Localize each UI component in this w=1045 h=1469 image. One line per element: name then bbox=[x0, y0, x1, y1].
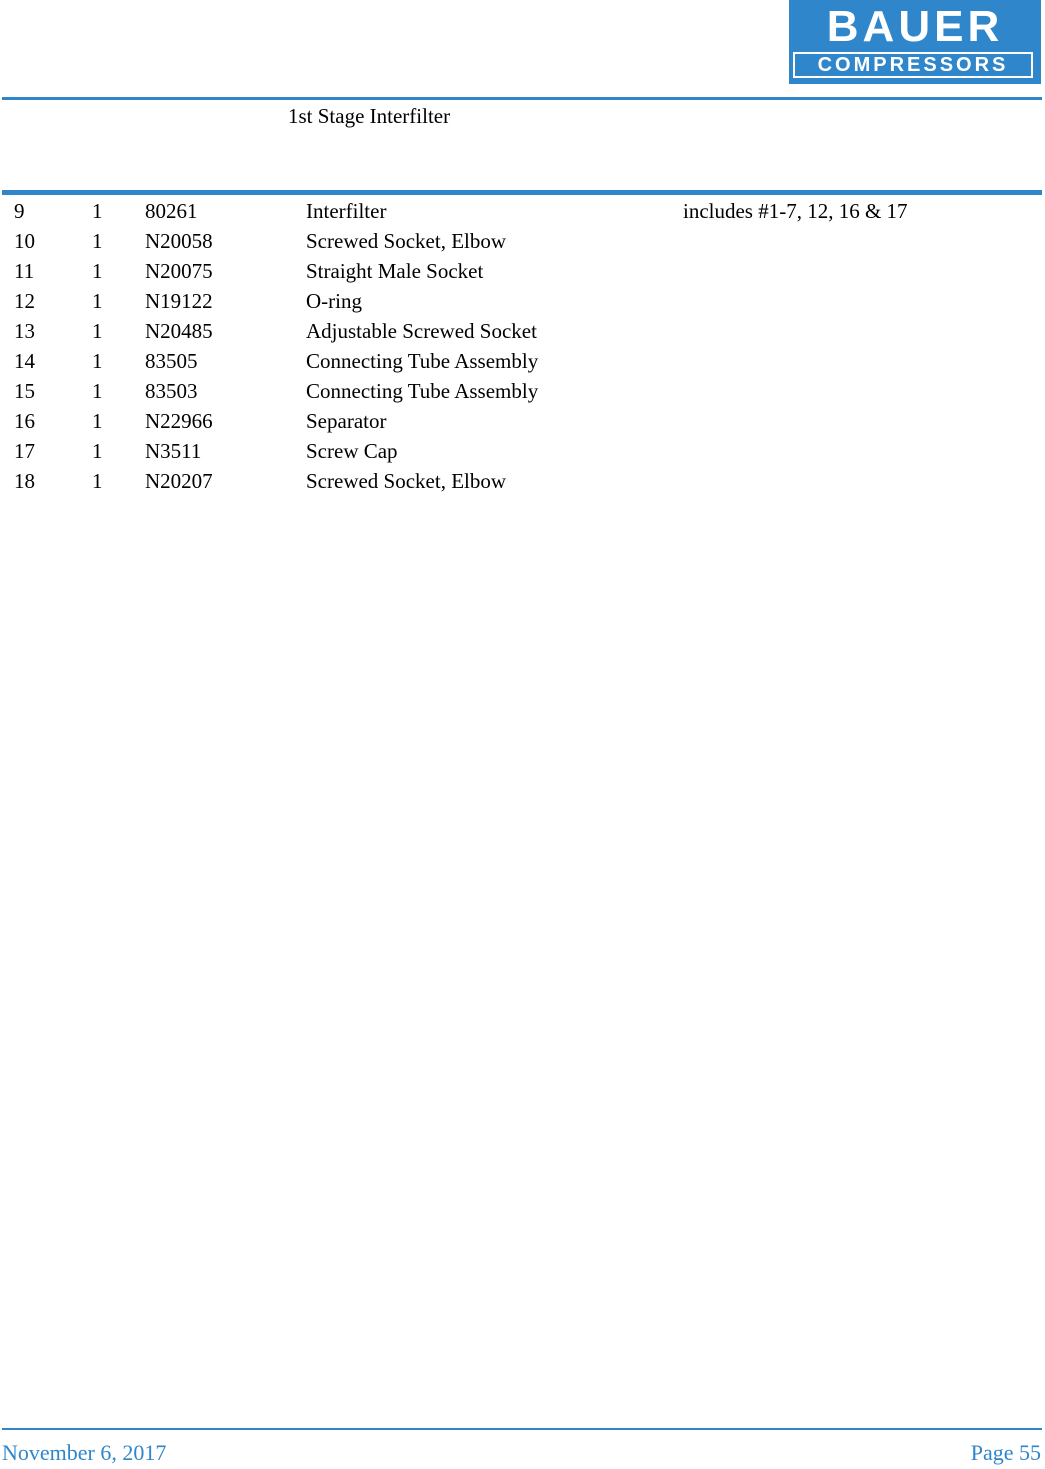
part-number: N20058 bbox=[145, 229, 213, 253]
logo-subtitle: COMPRESSORS bbox=[793, 52, 1033, 78]
table-row bbox=[0, 287, 1045, 317]
table-row bbox=[0, 257, 1045, 287]
quantity: 1 bbox=[92, 199, 103, 223]
part-description: Connecting Tube Assembly bbox=[306, 349, 539, 373]
table-row bbox=[0, 377, 1045, 407]
table-row bbox=[0, 317, 1045, 347]
quantity: 1 bbox=[92, 229, 103, 253]
part-description: Screwed Socket, Elbow bbox=[306, 469, 507, 493]
item-number: 16 bbox=[14, 409, 35, 433]
item-number: 12 bbox=[14, 289, 35, 313]
quantity: 1 bbox=[92, 469, 103, 493]
part-description: Separator bbox=[306, 409, 387, 433]
part-number: N22966 bbox=[145, 409, 213, 433]
quantity: 1 bbox=[92, 349, 103, 373]
part-description: Straight Male Socket bbox=[306, 259, 484, 283]
part-number: N3511 bbox=[145, 439, 202, 463]
part-number: 80261 bbox=[145, 199, 198, 223]
part-description: Screwed Socket, Elbow bbox=[306, 229, 507, 253]
quantity: 1 bbox=[92, 289, 103, 313]
table-row bbox=[0, 197, 1045, 227]
item-number: 11 bbox=[14, 259, 35, 283]
item-number: 14 bbox=[14, 349, 35, 373]
part-number: 83503 bbox=[145, 379, 198, 403]
footer-date: November 6, 2017 bbox=[2, 1440, 167, 1465]
quantity: 1 bbox=[92, 319, 103, 343]
table-divider bbox=[2, 190, 1042, 195]
part-number: N19122 bbox=[145, 289, 213, 313]
part-number: N20075 bbox=[145, 259, 213, 283]
page-number: Page 55 bbox=[970, 1440, 1041, 1465]
part-number: N20485 bbox=[145, 319, 213, 343]
item-number: 17 bbox=[14, 439, 35, 463]
table-row bbox=[0, 407, 1045, 437]
item-number: 15 bbox=[14, 379, 35, 403]
item-number: 10 bbox=[14, 229, 35, 253]
quantity: 1 bbox=[92, 439, 103, 463]
table-row bbox=[0, 437, 1045, 467]
part-note: includes #1-7, 12, 16 & 17 bbox=[683, 199, 908, 223]
part-description: Screw Cap bbox=[306, 439, 398, 463]
table-row bbox=[0, 347, 1045, 377]
table-row bbox=[0, 227, 1045, 257]
part-description: O-ring bbox=[306, 289, 362, 313]
parts-table bbox=[0, 197, 1045, 497]
logo-wordmark: BAUER bbox=[826, 2, 1004, 51]
header-divider bbox=[2, 97, 1042, 100]
item-number: 13 bbox=[14, 319, 35, 343]
part-number: N20207 bbox=[145, 469, 213, 493]
item-number: 9 bbox=[14, 199, 25, 223]
quantity: 1 bbox=[92, 259, 103, 283]
quantity: 1 bbox=[92, 409, 103, 433]
table-row bbox=[0, 467, 1045, 497]
quantity: 1 bbox=[92, 379, 103, 403]
part-description: Adjustable Screwed Socket bbox=[306, 319, 537, 343]
section-title: 1st Stage Interfilter bbox=[288, 104, 451, 128]
part-description: Connecting Tube Assembly bbox=[306, 379, 539, 403]
part-description: Interfilter bbox=[306, 199, 387, 223]
part-number: 83505 bbox=[145, 349, 198, 373]
item-number: 18 bbox=[14, 469, 35, 493]
bauer-compressors-logo bbox=[789, 0, 1041, 84]
footer-divider bbox=[2, 1428, 1042, 1430]
